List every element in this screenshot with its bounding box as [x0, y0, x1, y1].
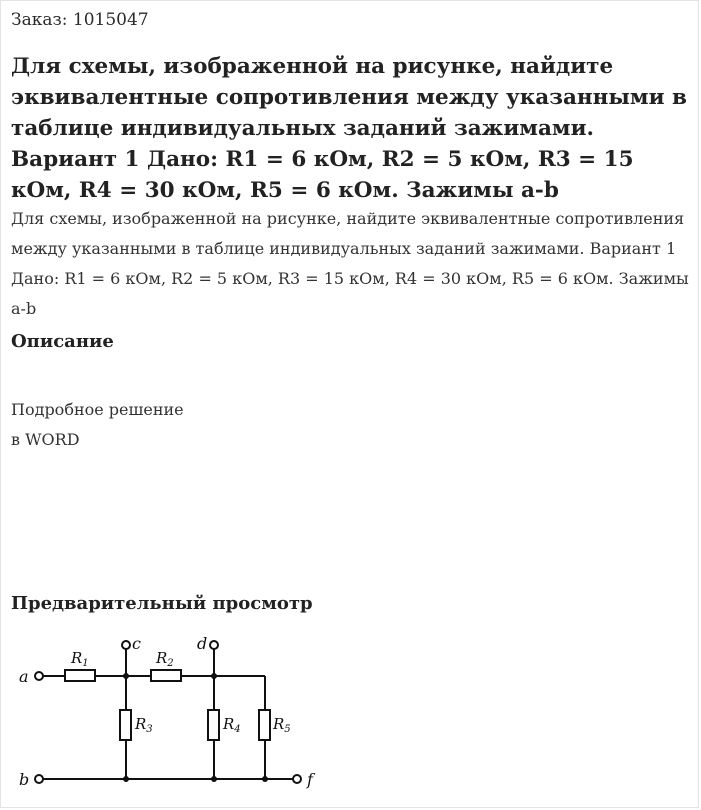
label-b: b [19, 770, 30, 789]
order-number: Заказ: 1015047 [11, 10, 149, 30]
label-r1: $R_1$ [71, 649, 89, 669]
terminal-b [35, 775, 43, 783]
label-r3: $R_3$ [135, 715, 153, 735]
node-dot [211, 776, 217, 782]
node-dot [123, 673, 129, 679]
description-text [11, 395, 184, 455]
terminal-f [293, 775, 301, 783]
preview-heading: Предварительный просмотр [11, 593, 313, 614]
node-dot [211, 673, 217, 679]
resistor-r2 [151, 670, 181, 681]
label-a: a [19, 667, 29, 686]
label-f: f [307, 770, 313, 789]
node-dot [123, 776, 129, 782]
node-dot [262, 776, 268, 782]
resistor-r5 [259, 710, 270, 740]
label-c: c [132, 634, 141, 653]
task-text: Для схемы, изображенной на рисунке, найдите эквивалентные сопротивления между указанными в таблице индивидуальных заданий зажимами. Вариант 1 Дано: R1 = 6 кОм, R2 = 5 кОм, R3 = 15 кОм, R4 = 30 кОм, R5 = 6 кОм. Зажимы a-b [11, 209, 689, 318]
label-r5: $R_5$ [273, 715, 291, 735]
resistor-r1 [65, 670, 95, 681]
label-r2: $R_2$ [156, 649, 174, 669]
resistor-r3 [120, 710, 131, 740]
description-line: Подробное решение [11, 400, 184, 419]
terminal-c [122, 641, 130, 649]
label-d: d [197, 634, 208, 653]
description-line: в WORD [11, 430, 80, 449]
description-heading: Описание [11, 331, 114, 352]
terminal-d [210, 641, 218, 649]
label-r4: $R_4$ [223, 715, 241, 735]
page-title: Для схемы, изображенной на рисунке, найдите эквивалентные сопротивления между указанными в таблице индивидуальных заданий зажимами. Вариант 1 Дано: R1 = 6 кОм, R2 = 5 кОм, R3 = 15 кОм, R4 = 30 кОм, R5 = 6 кОм. Зажимы a-b [11, 54, 687, 203]
terminal-a [35, 672, 43, 680]
circuit-diagram [1, 623, 341, 809]
resistor-r4 [208, 710, 219, 740]
